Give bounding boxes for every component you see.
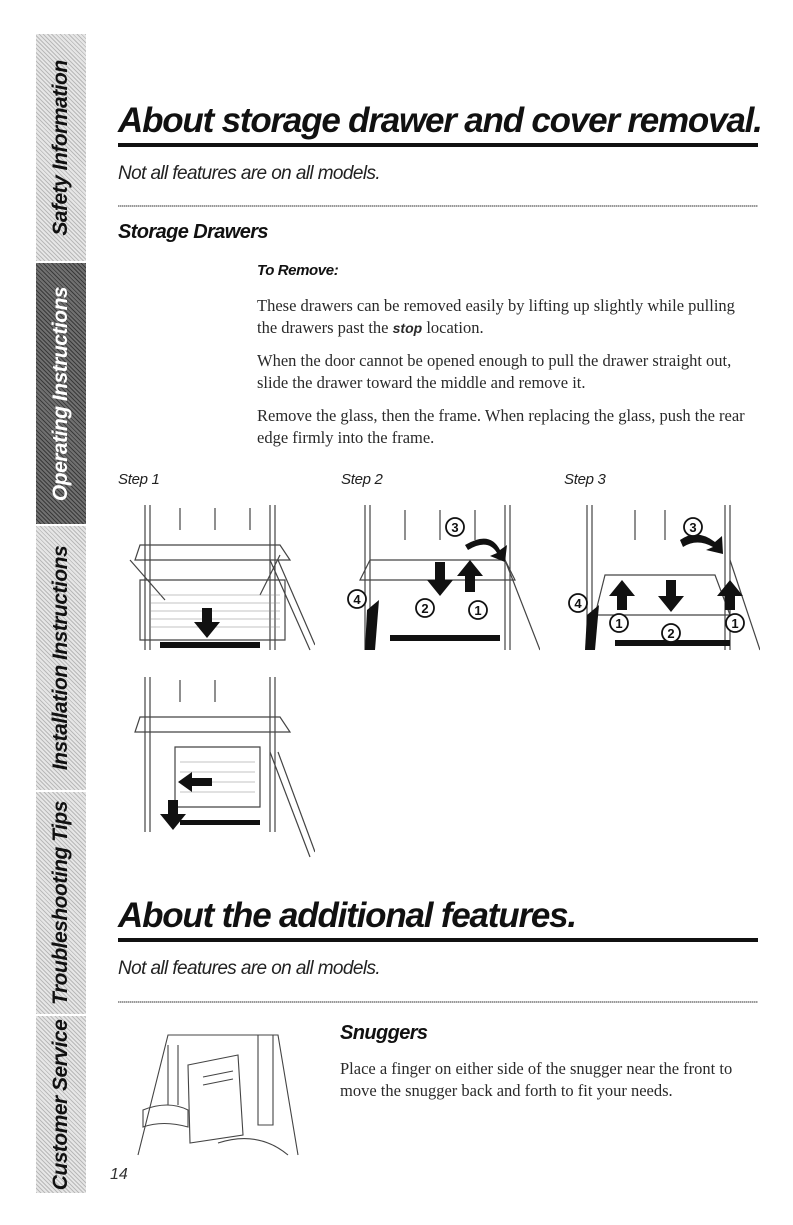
step-1-label: Step 1 (118, 471, 160, 488)
section-subtitle: Not all features are on all models. (118, 163, 381, 184)
step-2-illustration (345, 500, 540, 660)
callout-3: 3 (451, 520, 459, 535)
section-title: About storage drawer and cover removal. (118, 101, 762, 140)
paragraph (257, 295, 737, 339)
callout-1: 1 (474, 603, 482, 618)
tab-label: Safety Information (49, 59, 72, 236)
step-2-label: Step 2 (341, 471, 383, 488)
tab-operating-instructions[interactable] (36, 263, 86, 524)
paragraph: Remove the glass, then the frame. When replacing the glass, push the rear edge firmly into the frame. (257, 406, 745, 447)
step-1-illustration (120, 500, 315, 660)
callout-1: 1 (731, 616, 739, 631)
section-subtitle: Not all features are on all models. (118, 958, 381, 979)
step-3-illustration (565, 500, 760, 660)
section-title: About the additional features. (118, 896, 576, 935)
callout-1: 1 (615, 616, 623, 631)
title-rule (118, 938, 758, 942)
tab-troubleshooting-tips[interactable] (36, 792, 86, 1014)
snuggers-heading: Snuggers (340, 1022, 428, 1044)
page-number: 14 (110, 1166, 128, 1183)
tab-customer-service[interactable] (36, 1016, 86, 1193)
paragraph-text: These drawers can be removed easily by lifting up slightly while pulling the drawers past the (257, 296, 735, 337)
callout-3: 3 (689, 520, 697, 535)
callout-2: 2 (667, 626, 675, 641)
callout-2: 2 (421, 601, 429, 616)
step-3-label: Step 3 (564, 471, 606, 488)
tab-label: Troubleshooting Tips (49, 801, 72, 1005)
divider (118, 1001, 758, 1003)
snuggers-illustration (128, 1015, 303, 1160)
paragraph: Place a finger on either side of the snugger near the front to move the snugger back and forth to fit your needs. (340, 1059, 733, 1100)
tab-label: Operating Instructions (49, 286, 72, 501)
callout-4: 4 (353, 592, 361, 607)
step-1b-illustration (120, 672, 315, 862)
title-rule (118, 143, 758, 147)
tab-label: Installation Instructions (49, 545, 72, 771)
to-remove-heading: To Remove: (257, 262, 339, 279)
tab-label: Customer Service (49, 1019, 72, 1190)
tab-installation-instructions[interactable] (36, 526, 86, 790)
tab-safety-information[interactable] (36, 34, 86, 261)
sidebar-tabs (36, 34, 86, 1193)
callout-4: 4 (574, 596, 582, 611)
divider (118, 205, 758, 207)
paragraph: When the door cannot be opened enough to pull the drawer straight out, slide the drawer toward the middle and remove it. (257, 351, 732, 392)
stop-emphasis: stop (392, 320, 423, 336)
paragraph-text: location. (426, 318, 484, 337)
storage-drawers-heading: Storage Drawers (118, 221, 268, 243)
